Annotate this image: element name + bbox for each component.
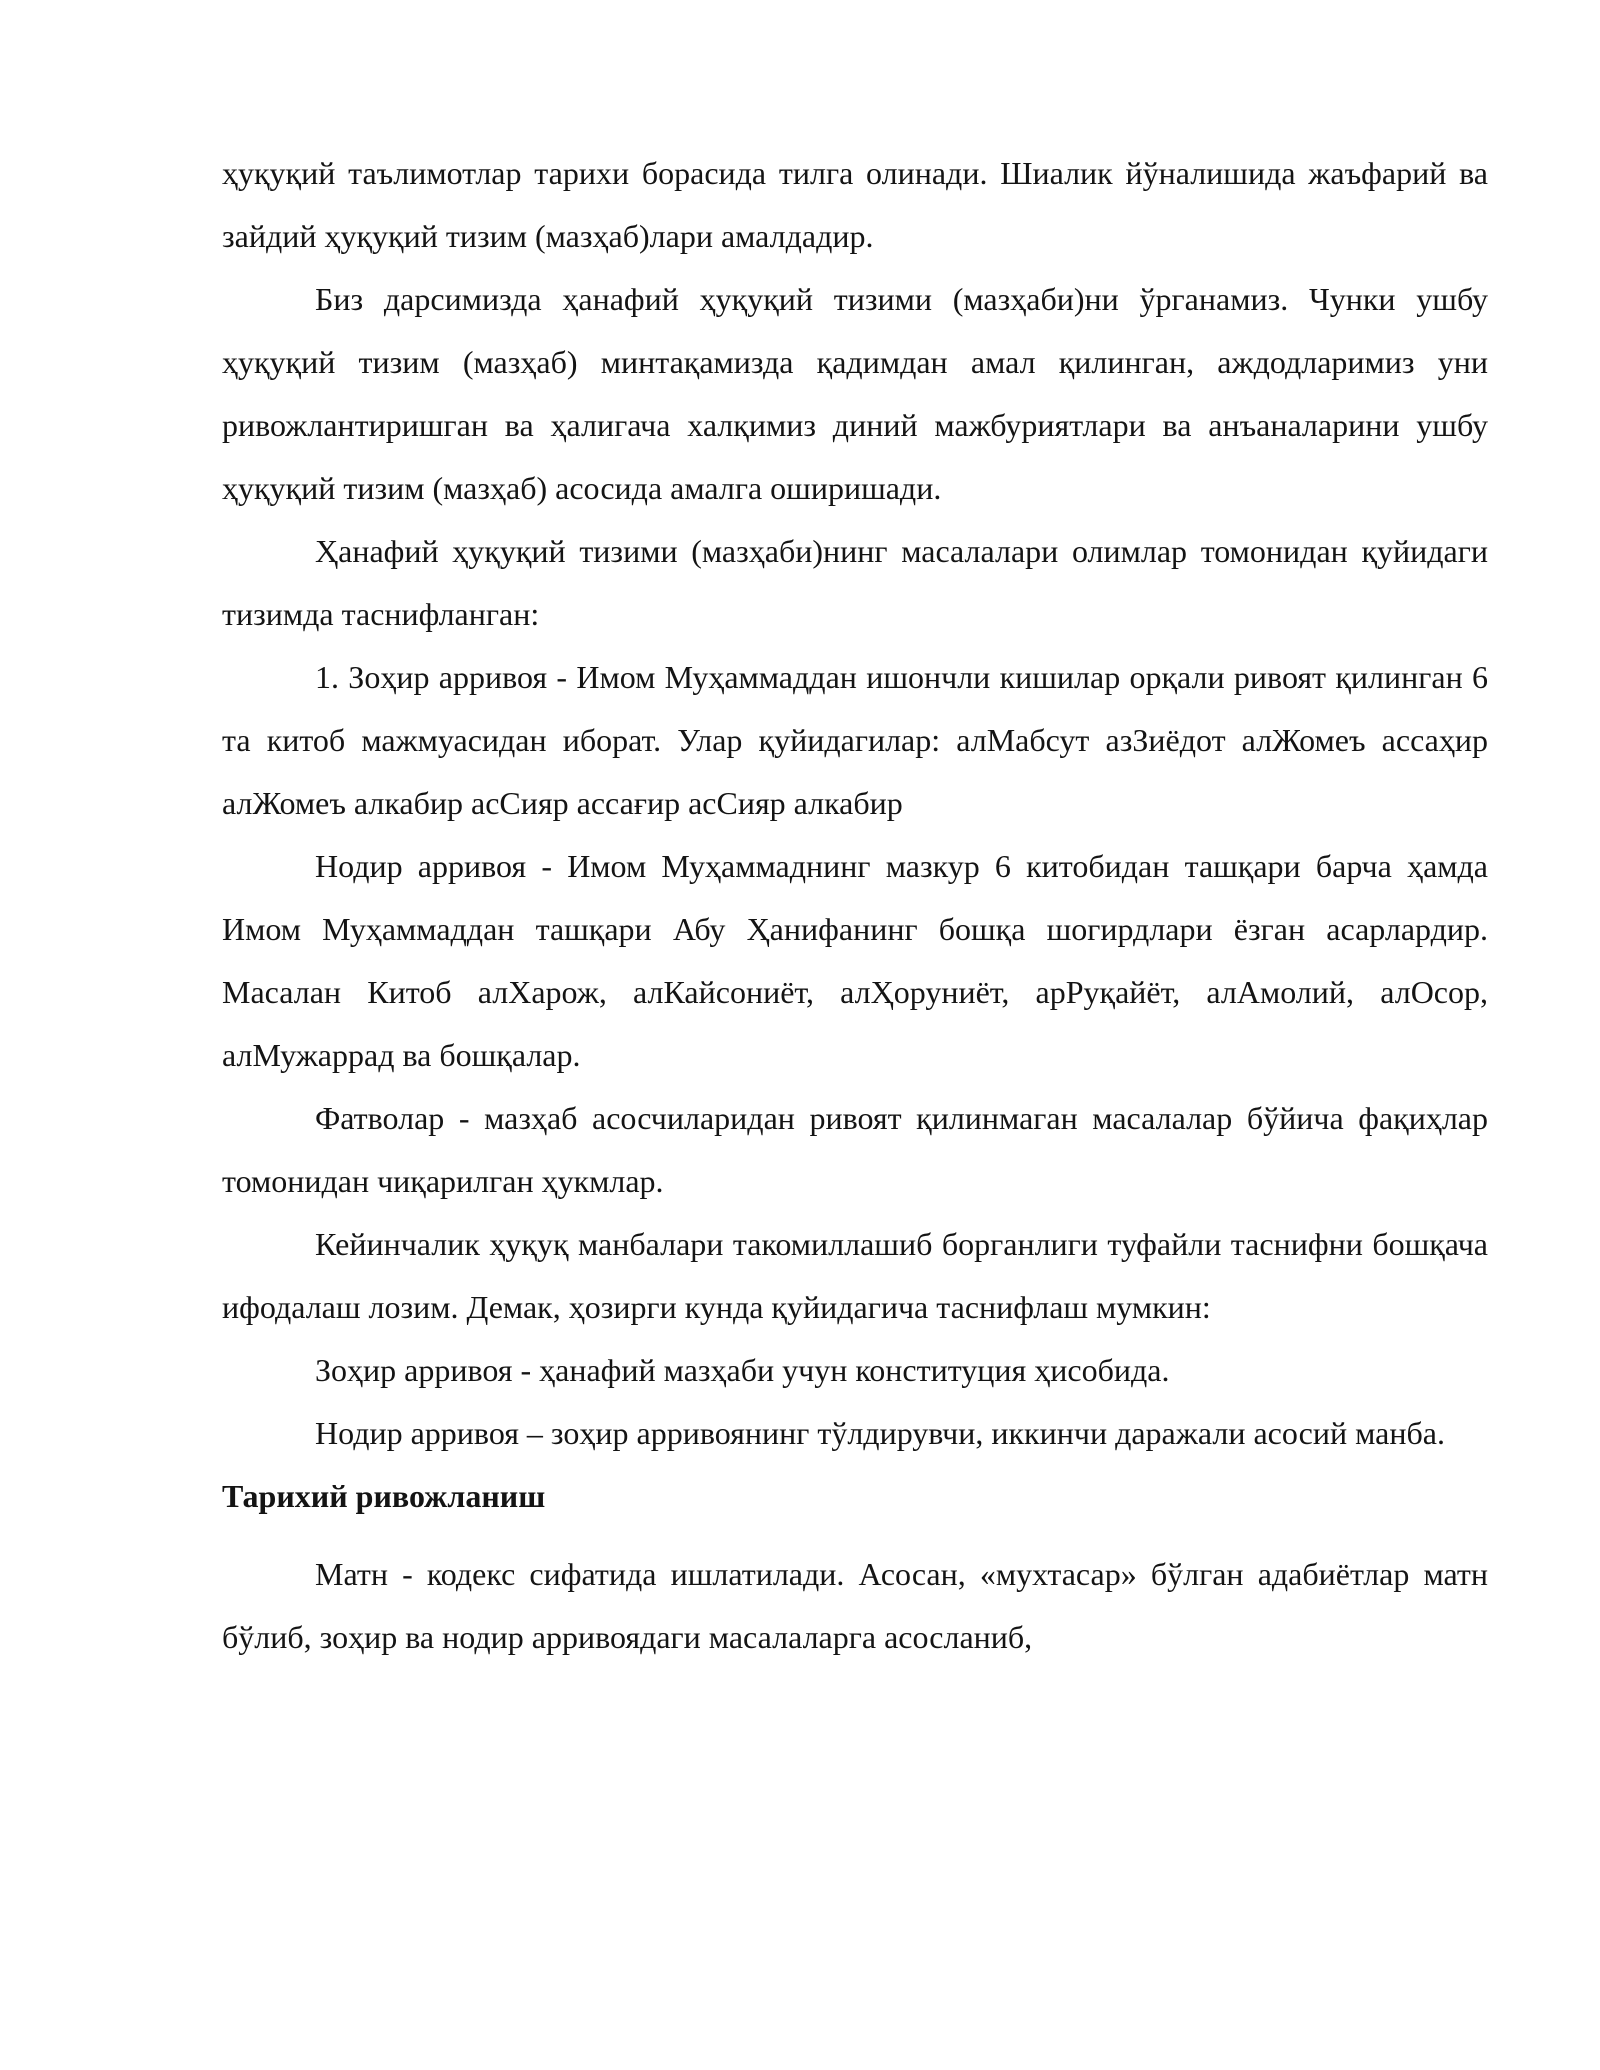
paragraph-hanafi-study: Биз дарсимизда ҳанафий ҳуқуқий тизими (мазҳаби)ни ўрганамиз. Чунки ушбу ҳуқуқий тизим (мазҳаб) минтақамизда қадимдан амал қилинган, аждодларимиз уни ривожлантиришган ва ҳалигача халқимиз диний мажбуриятлари ва анъаналарини ушбу ҳуқуқий тизим (мазҳаб) асосида амалга оширишади. [222,281,1488,506]
paragraph-fatwas: Фатволар - мазҳаб асосчиларидан ривоят қилинмаган масалалар бўйича фақиҳлар томонидан чиқарилган ҳукмлар. [222,1100,1488,1199]
paragraph-nodir-arriwaya: Нодир арривоя - Имом Муҳаммаднинг мазкур 6 китобидан ташқари барча ҳамда Имом Муҳаммаддан ташқари Абу Ҳанифанинг бошқа шогирдлари ёзган асарлардир. Масалан Китоб алХарож, алКайсониёт, алҲоруниёт, арРуқайёт, алАмолий, алОсор, алМужаррад ва бошқалар. [222,848,1488,1073]
section-heading: Тарихий ривожланиш [222,1478,546,1514]
paragraph-matn-codex: Матн - кодекс сифатида ишлатилади. Асосан, «мухтасар» бўлган адабиётлар матн бўлиб, зоҳир ва нодир арривоядаги масалаларга асосланиб, [222,1556,1488,1655]
paragraph-intro: ҳуқуқий таълимотлар тарихи борасида тилга олинади. Шиалик йўналишида жаъфарий ва зайдий ҳуқуқий тизим (мазҳаб)лари амалдадир. [222,155,1488,254]
paragraph-zahir-constitution: Зоҳир арривоя - ҳанафий мазҳаби учун конституция ҳисобида. [315,1352,1170,1388]
paragraph-nodir-secondary: Нодир арривоя – зоҳир арривоянинг тўлдирувчи, иккинчи даражали асосий манба. [315,1415,1445,1451]
paragraph-classification: Ҳанафий ҳуқуқий тизими (мазҳаби)нинг масалалари олимлар томонидан қуйидаги тизимда таснифланган: [222,533,1488,632]
paragraph-zahir-arriwaya: 1. Зоҳир арривоя - Имом Муҳаммаддан ишончли кишилар орқали ривоят қилинган 6 та китоб мажмуасидан иборат. Улар қуйидагилар: алМабсут азЗиёдот алЖомеъ ассаҳир алЖомеъ алкабир асСияр ассағир асСияр алкабир [222,659,1488,821]
paragraph-later-sources: Кейинчалик ҳуқуқ манбалари такомиллашиб борганлиги туфайли таснифни бошқача ифодалаш лозим. Демак, ҳозирги кунда қуйидагича таснифлаш мумкин: [222,1226,1488,1325]
document-page [222,142,1488,1669]
